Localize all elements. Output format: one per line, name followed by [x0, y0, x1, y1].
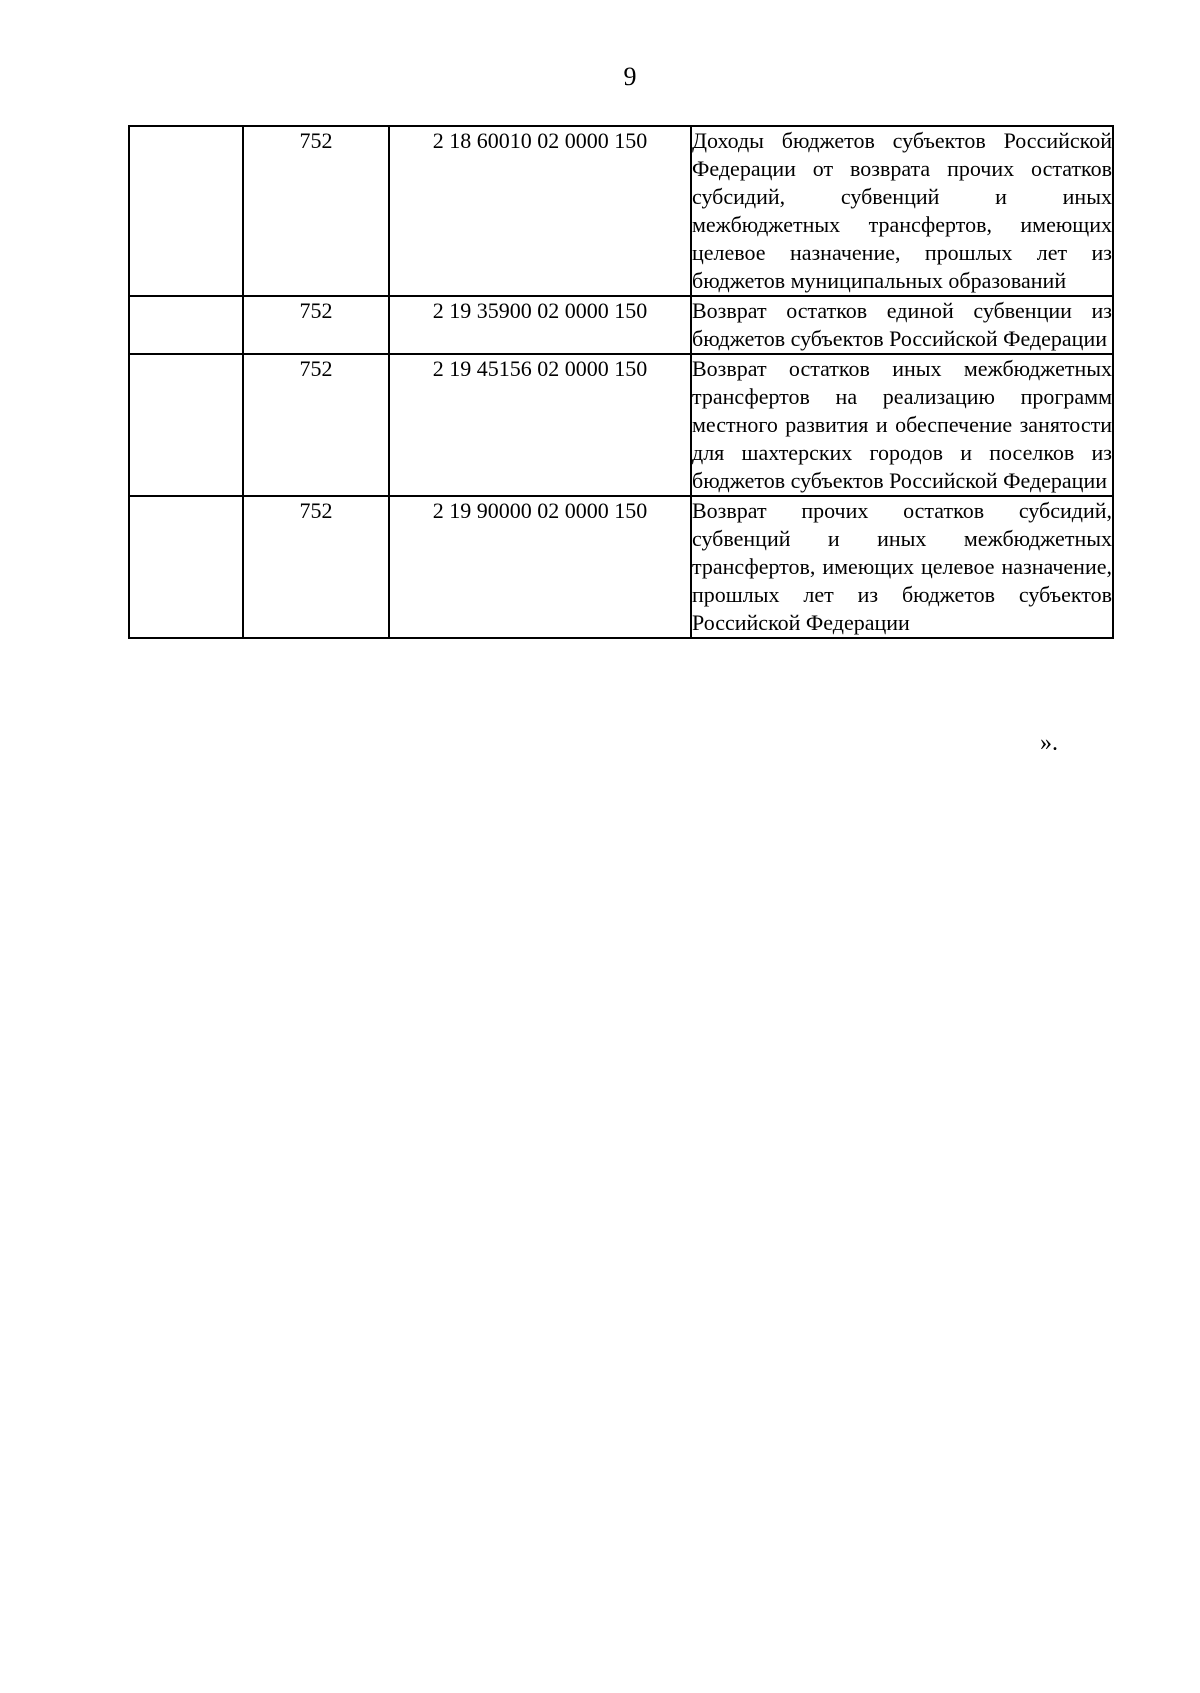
table-cell-empty — [129, 296, 243, 354]
admin-code-cell: 752 — [243, 296, 389, 354]
description-cell: Возврат остатков иных межбюджетных трансфертов на реализацию программ местного развития и обеспечение занятости для шахтерских городов и поселков из бюджетов субъектов Российской Федерации — [691, 354, 1113, 496]
description-cell: Возврат остатков единой субвенции из бюджетов субъектов Российской Федерации — [691, 296, 1113, 354]
admin-code-cell: 752 — [243, 496, 389, 638]
budget-code-table — [128, 125, 1114, 639]
table-row — [129, 354, 1113, 496]
description-cell: Доходы бюджетов субъектов Российской Федерации от возврата прочих остатков субсидий, субвенций и иных межбюджетных трансфертов, имеющих целевое назначение, прошлых лет из бюджетов муниципальных образований — [691, 126, 1113, 296]
admin-code-cell: 752 — [243, 354, 389, 496]
table-row — [129, 126, 1113, 296]
table-cell-empty — [129, 496, 243, 638]
table-cell-empty — [129, 126, 243, 296]
description-cell: Возврат прочих остатков субсидий, субвенций и иных межбюджетных трансфертов, имеющих целевое назначение, прошлых лет из бюджетов субъектов Российской Федерации — [691, 496, 1113, 638]
admin-code-cell: 752 — [243, 126, 389, 296]
kbk-code-cell: 2 19 90000 02 0000 150 — [389, 496, 691, 638]
table-row — [129, 496, 1113, 638]
closing-quote-mark: ». — [1040, 730, 1058, 756]
table-row — [129, 296, 1113, 354]
page-number: 9 — [623, 62, 637, 91]
kbk-code-cell: 2 19 35900 02 0000 150 — [389, 296, 691, 354]
kbk-code-cell: 2 19 45156 02 0000 150 — [389, 354, 691, 496]
kbk-code-cell: 2 18 60010 02 0000 150 — [389, 126, 691, 296]
table-cell-empty — [129, 354, 243, 496]
